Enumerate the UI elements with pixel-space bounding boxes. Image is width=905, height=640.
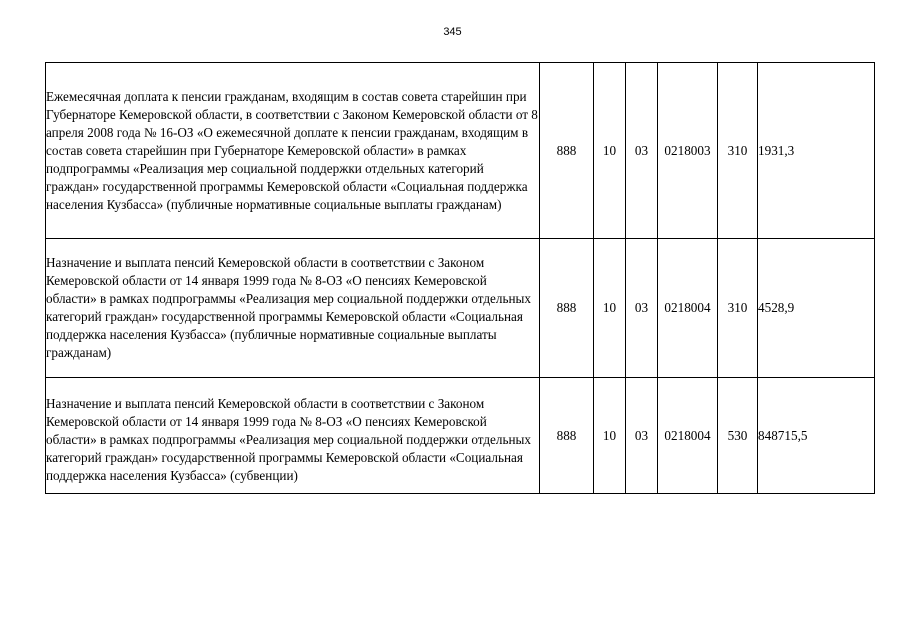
target-article-code: 0218003 (658, 63, 718, 239)
amount: 4528,9 (758, 239, 875, 378)
budget-table (45, 62, 875, 494)
table-row (46, 63, 875, 239)
amount: 1931,3 (758, 63, 875, 239)
section-code: 10 (594, 63, 626, 239)
expense-type-code: 310 (718, 239, 758, 378)
subsection-code: 03 (626, 239, 658, 378)
row-description: Назначение и выплата пенсий Кемеровской области в соответствии с Законом Кемеровской области от 14 января 1999 года № 8-ОЗ «О пенсиях Кемеровской области» в рамках подпрограммы «Реализация мер социальной поддержки отдельных категорий граждан» государственной программы Кемеровской области «Социальная поддержка населения Кузбасса» (субвенции) (46, 378, 540, 494)
target-article-code: 0218004 (658, 378, 718, 494)
ministry-code: 888 (540, 239, 594, 378)
expense-type-code: 310 (718, 63, 758, 239)
ministry-code: 888 (540, 378, 594, 494)
table-row (46, 378, 875, 494)
subsection-code: 03 (626, 63, 658, 239)
page-number: 345 (443, 26, 462, 38)
amount: 848715,5 (758, 378, 875, 494)
expense-type-code: 530 (718, 378, 758, 494)
section-code: 10 (594, 378, 626, 494)
ministry-code: 888 (540, 63, 594, 239)
target-article-code: 0218004 (658, 239, 718, 378)
row-description: Ежемесячная доплата к пенсии гражданам, входящим в состав совета старейшин при Губернаторе Кемеровской области, в соответствии с Законом Кемеровской области от 8 апреля 2008 года № 16-ОЗ «О ежемесячной доплате к пенсии гражданам, входящим в состав совета старейшин при Губернаторе Кемеровской области» в рамках подпрограммы «Реализация мер социальной поддержки отдельных категорий граждан» государственной программы Кемеровской области «Социальная поддержка населения Кузбасса» (публичные нормативные социальные выплаты гражданам) (46, 63, 540, 239)
section-code: 10 (594, 239, 626, 378)
table-row (46, 239, 875, 378)
subsection-code: 03 (626, 378, 658, 494)
row-description: Назначение и выплата пенсий Кемеровской области в соответствии с Законом Кемеровской области от 14 января 1999 года № 8-ОЗ «О пенсиях Кемеровской области» в рамках подпрограммы «Реализация мер социальной поддержки отдельных категорий граждан» государственной программы Кемеровской области «Социальная поддержка населения Кузбасса» (публичные нормативные социальные выплаты гражданам) (46, 239, 540, 378)
